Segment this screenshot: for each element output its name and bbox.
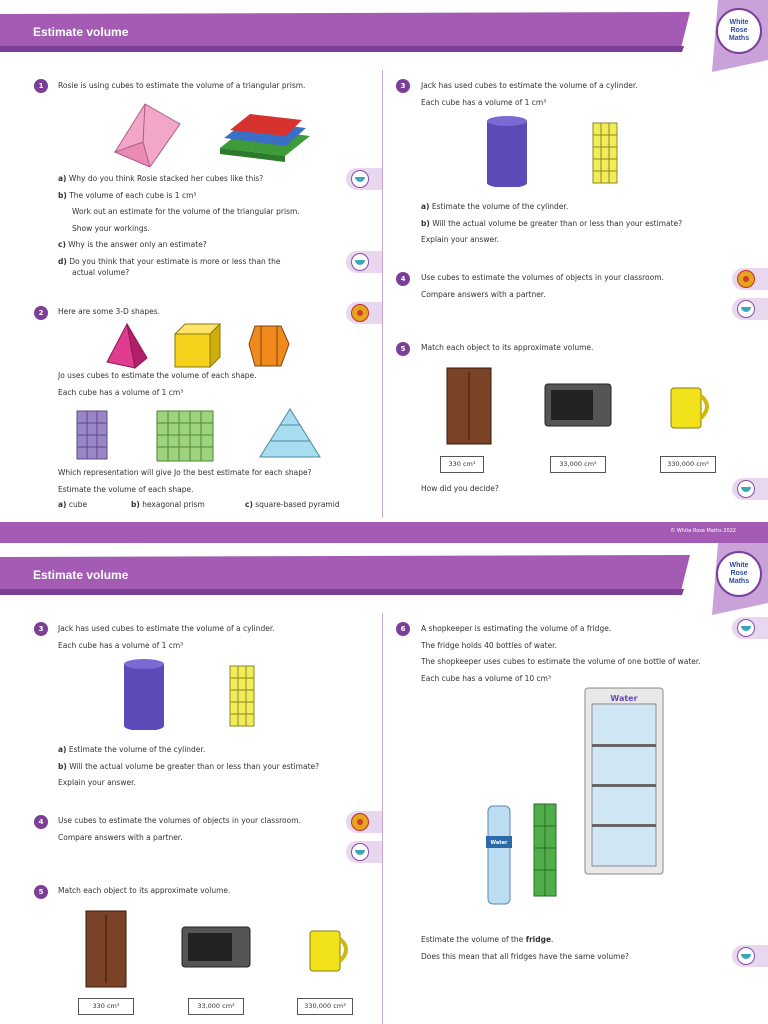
- activity-icon: [737, 270, 755, 288]
- activity-icon: [351, 813, 369, 831]
- volume-option-box[interactable]: 330,000 cm³: [660, 456, 716, 473]
- title-banner: [0, 555, 690, 595]
- discuss-tab[interactable]: [346, 841, 382, 863]
- volume-option-box[interactable]: 33,000 cm³: [188, 998, 244, 1015]
- cube-representations-image: [75, 405, 340, 463]
- discuss-tab[interactable]: [732, 617, 768, 639]
- question-number-4: 4: [34, 815, 48, 829]
- question-number-4: 4: [396, 272, 410, 286]
- discuss-icon: [351, 253, 369, 271]
- stacked-cubes-image: [210, 108, 320, 163]
- discuss-icon: [351, 170, 369, 188]
- cylinder-and-cubes-image: [485, 115, 635, 187]
- discuss-icon: [737, 947, 755, 965]
- activity-icon: [351, 304, 369, 322]
- objects-image: [445, 366, 725, 446]
- question-number-1: 1: [34, 79, 48, 93]
- question-number-5: 5: [34, 885, 48, 899]
- question-4-text: Use cubes to estimate the volumes of objects in your classroom. Compare answers with a partner.: [421, 273, 664, 299]
- white-rose-maths-logo: White Rose Maths: [716, 551, 762, 597]
- discuss-tab[interactable]: [346, 251, 382, 273]
- question-3-intro: Jack has used cubes to estimate the volume of a cylinder. Each cube has a volume of 1 cm³: [58, 624, 275, 650]
- activity-tab[interactable]: [346, 811, 382, 833]
- discuss-tab[interactable]: [732, 945, 768, 967]
- volume-option-box[interactable]: 330,000 cm³: [297, 998, 353, 1015]
- question-3-parts: a) Estimate the volume of the cylinder. b) Will the actual volume be greater than or less than your estimate? Explain your answer.: [421, 202, 683, 244]
- question-3-parts: a) Estimate the volume of the cylinder. b) Will the actual volume be greater than or less than your estimate? Explain your answer.: [58, 745, 320, 787]
- question-2-text-b: Which representation will give Jo the best estimate for each shape? Estimate the volume of each shape.: [58, 468, 312, 494]
- question-4-text: Use cubes to estimate the volumes of objects in your classroom. Compare answers with a partner.: [58, 816, 301, 842]
- question-number-2: 2: [34, 306, 48, 320]
- fridge-bottle-cubes-image: [470, 686, 670, 926]
- discuss-tab[interactable]: [732, 298, 768, 320]
- question-2-intro: Here are some 3-D shapes.: [58, 307, 161, 316]
- question-5-text: Match each object to its approximate volume.: [58, 886, 231, 895]
- question-5-text: Match each object to its approximate volume.: [421, 343, 594, 352]
- question-number-5: 5: [396, 342, 410, 356]
- question-5-followup: How did you decide?: [421, 484, 499, 493]
- question-1-parts: a) Why do you think Rosie stacked her cubes like this? b) The volume of each cube is 1 cm³ Work out an estimate for the volume of the triangular prism. Show your workings. c) Why is the answer only an estimate? d) Do you think that your estimate is more or less than the actual volume?: [58, 174, 300, 277]
- worksheet-page-2: [0, 543, 768, 1024]
- question-2-options: a) cube: [58, 500, 88, 509]
- volume-option-box[interactable]: 330 cm³: [440, 456, 484, 473]
- discuss-tab[interactable]: [732, 478, 768, 500]
- activity-tab[interactable]: [732, 268, 768, 290]
- footer-band: [0, 522, 768, 543]
- discuss-icon: [737, 300, 755, 318]
- question-6-intro: A shopkeeper is estimating the volume of a fridge. The fridge holds 40 bottles of water. The shopkeeper uses cubes to estimate the volume of one bottle of water. Each cube has a volume of 10 cm³: [421, 624, 701, 683]
- discuss-icon: [351, 843, 369, 861]
- activity-tab[interactable]: [346, 302, 382, 324]
- discuss-icon: [737, 480, 755, 498]
- question-2-text-a: Jo uses cubes to estimate the volume of each shape. Each cube has a volume of 1 cm³: [58, 371, 257, 397]
- question-number-3: 3: [34, 622, 48, 636]
- discuss-icon: [737, 619, 755, 637]
- copyright: © White Rose Maths 2022: [670, 528, 736, 534]
- cylinder-and-cubes-image: [120, 658, 270, 730]
- question-3-intro: Jack has used cubes to estimate the volume of a cylinder. Each cube has a volume of 1 cm³: [421, 81, 638, 107]
- white-rose-maths-logo: White Rose Maths: [716, 8, 762, 54]
- volume-option-box[interactable]: 33,000 cm³: [550, 456, 606, 473]
- bottle-label: Water: [490, 840, 508, 846]
- question-1-intro: Rosie is using cubes to estimate the volume of a triangular prism.: [58, 81, 306, 90]
- fridge-label: Water: [610, 694, 638, 703]
- question-number-6: 6: [396, 622, 410, 636]
- title-banner: [0, 12, 690, 52]
- objects-image: [84, 909, 364, 989]
- worksheet-page-1: Estimate volume White Rose Maths 1 Rosie is using cubes to estimate the volume of a triangular prism. a) Why do you think Rosie stacked her cubes like this? b) The volume of each cube is 1 cm³ Work out an estimate for the volume of the triangular prism. Show your workings. c) Why is the answer only an estimate? d) Do you think that your estimate is more or less than the actual volume? 2 Here are some 3-D shapes. Jo uses cubes to estimate the volume of each shape. Each cube has a volume of 1 cm³ Which representation will give Jo the best estimate for each shape? Estimate the volume of each shape. a) cube b) hexagonal prism c) square-based pyramid 3 Jack has used cubes to estimate the volume of a cylinder. Each cube has a volume of 1 cm³ a) Estimate the volume of the cylinder. b) Will the actual volume be greater than or less than your estimate? Explain your answer. 4 Use cubes to estimate the volumes of objects in your classroom. Compare answers with a partner. 5 Match each object to its approximate volume. 330 cm³ 33,000 cm³ 330,000 cm³ How did you decide?: [0, 0, 768, 522]
- page-title: Estimate volume: [33, 568, 129, 582]
- 3d-shapes-image: [105, 322, 305, 370]
- page-title: Estimate volume: [33, 25, 129, 39]
- question-number-3: 3: [396, 79, 410, 93]
- triangular-prism-image: [105, 102, 185, 167]
- question-6-tasks: Estimate the volume of the fridge. Does this mean that all fridges have the same volume?: [421, 935, 630, 961]
- volume-option-box[interactable]: 330 cm³: [78, 998, 134, 1015]
- discuss-tab[interactable]: [346, 168, 382, 190]
